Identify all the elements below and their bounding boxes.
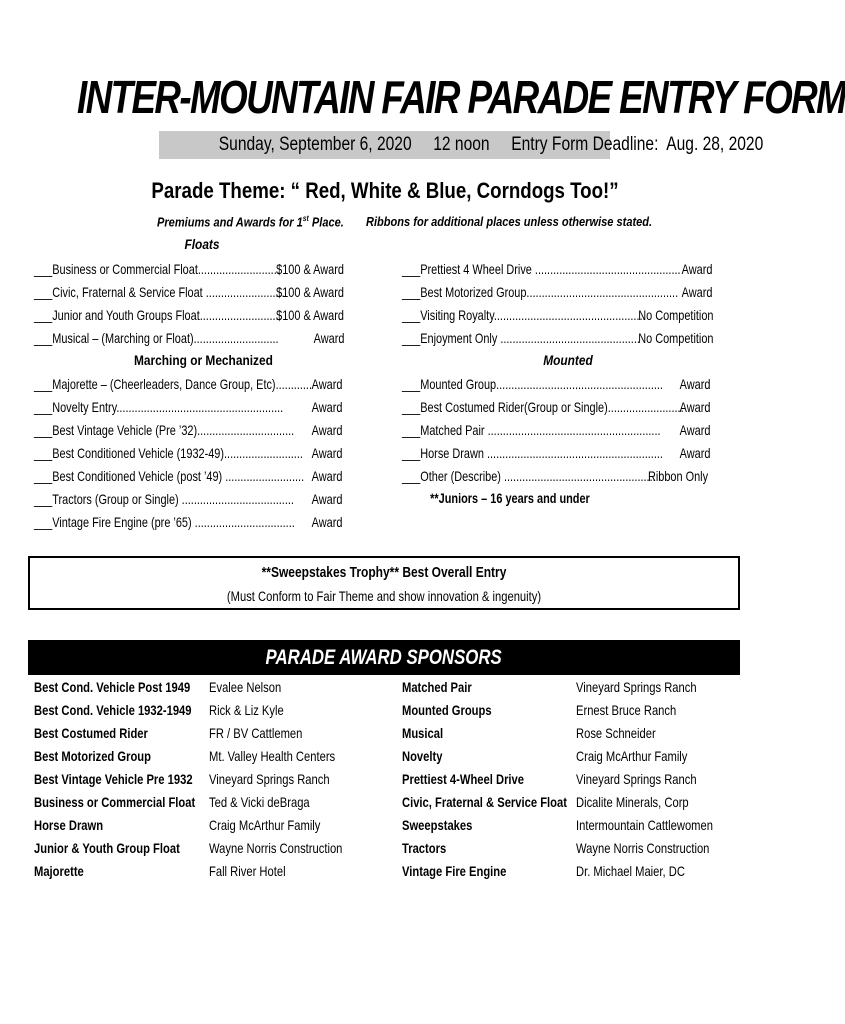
sponsor-award: Sweepstakes	[402, 817, 473, 833]
sweepstakes-box	[28, 556, 740, 610]
entry-prize: Award	[311, 445, 342, 461]
event-date-banner	[159, 131, 764, 159]
ribbons-header: Ribbons for additional places unless otherwise stated.	[366, 214, 653, 229]
entry-prize: Award	[311, 514, 342, 530]
entry-row[interactable]	[402, 258, 712, 280]
sponsor-award: Prettiest 4-Wheel Drive	[402, 771, 524, 787]
entry-row[interactable]	[402, 373, 710, 395]
sponsor-award: Civic, Fraternal & Service Float	[402, 794, 567, 810]
entry-row[interactable]	[34, 396, 342, 418]
sponsor-name: Rose Schneider	[576, 725, 656, 741]
entry-row[interactable]	[34, 258, 344, 280]
sponsor-award: Horse Drawn	[34, 817, 104, 833]
juniors-note: **Juniors – 16 years and under	[430, 490, 590, 506]
entry-row[interactable]	[402, 304, 713, 326]
entry-label: ___Vintage Fire Engine (pre ’65) .................................	[34, 514, 295, 530]
sponsor-name: Intermountain Cattlewomen	[576, 817, 713, 833]
entry-row[interactable]	[402, 281, 712, 303]
entry-row[interactable]	[34, 281, 344, 303]
entry-label: ___Tractors (Group or Single) .....................................	[34, 491, 294, 507]
entry-prize: Ribbon Only	[647, 468, 708, 484]
sponsor-award: Best Cond. Vehicle 1932-1949	[34, 702, 192, 718]
sponsor-award: Tractors	[402, 840, 447, 856]
sweepstakes-title: **Sweepstakes Trophy** Best Overall Entry	[261, 564, 507, 581]
entry-prize: Award	[311, 422, 342, 438]
entry-label: ___Other (Describe) ..................................................	[402, 468, 656, 484]
sponsor-award: Majorette	[34, 863, 84, 879]
entry-row[interactable]	[34, 488, 342, 510]
sponsor-name: Ernest Bruce Ranch	[576, 702, 677, 718]
sponsor-name: Craig McArthur Family	[209, 817, 321, 833]
sponsor-name: Vineyard Springs Ranch	[576, 679, 697, 695]
parade-theme: Parade Theme: “ Red, White & Blue, Corndogs Too!”	[151, 178, 619, 203]
sponsor-name: Vineyard Springs Ranch	[209, 771, 330, 787]
sponsor-name: Vineyard Springs Ranch	[576, 771, 697, 787]
entry-row[interactable]	[402, 419, 710, 441]
entry-row[interactable]	[34, 465, 342, 487]
sponsor-award: Matched Pair	[402, 679, 472, 695]
entry-row[interactable]	[34, 419, 342, 441]
entry-label: ___Musical – (Marching or Float)............................	[34, 330, 279, 346]
entry-row[interactable]	[402, 396, 710, 418]
sponsor-award: Musical	[402, 725, 444, 741]
sponsor-name: Dr. Michael Maier, DC	[576, 863, 685, 879]
floats-heading: Floats	[184, 236, 220, 252]
sponsor-name: FR / BV Cattlemen	[209, 725, 303, 741]
entry-label: ___Best Conditioned Vehicle (post ’49) ..........................	[34, 468, 305, 484]
entry-row[interactable]	[402, 442, 710, 464]
entry-row[interactable]	[34, 511, 342, 533]
entry-prize: Award	[681, 261, 712, 277]
entry-label: ___Junior and Youth Groups Float...........................	[34, 307, 282, 323]
entry-prize: Award	[311, 491, 342, 507]
sponsor-name: Fall River Hotel	[209, 863, 286, 879]
entry-label: ___Majorette – (Cheerleaders, Dance Group, Etc)............	[34, 376, 312, 392]
sponsor-award: Novelty	[402, 748, 443, 764]
sweepstakes-note: (Must Conform to Fair Theme and show innovation & ingenuity)	[226, 588, 542, 604]
sponsor-name: Craig McArthur Family	[576, 748, 688, 764]
entry-row[interactable]	[34, 373, 342, 395]
entry-prize: No Competition	[637, 330, 713, 346]
entry-label: ___Best Motorized Group..................................................	[402, 284, 679, 300]
entry-prize: $100 & Award	[276, 261, 344, 277]
entry-prize: Award	[313, 330, 344, 346]
entry-row[interactable]	[34, 442, 342, 464]
entry-prize: Award	[679, 376, 710, 392]
sponsor-award: Best Costumed Rider	[34, 725, 148, 741]
entry-label: ___Mounted Group.......................................................	[402, 376, 663, 392]
sponsors-heading: PARADE AWARD SPONSORS	[265, 646, 503, 669]
entry-label: ___Horse Drawn ..........................................................	[402, 445, 663, 461]
entry-label: ___Matched Pair .........................................................	[402, 422, 661, 438]
entry-prize: Award	[679, 399, 710, 415]
sponsor-award: Best Vintage Vehicle Pre 1932	[34, 771, 193, 787]
sponsor-name: Dicalite Minerals, Corp	[576, 794, 689, 810]
sponsor-name: Evalee Nelson	[209, 679, 282, 695]
entry-prize: No Competition	[637, 307, 713, 323]
sponsor-award: Vintage Fire Engine	[402, 863, 507, 879]
entry-row[interactable]	[402, 327, 713, 349]
entry-row[interactable]	[34, 304, 344, 326]
marching-heading: Marching or Mechanized	[134, 352, 273, 368]
sponsor-award: Mounted Groups	[402, 702, 492, 718]
sponsor-name: Wayne Norris Construction	[576, 840, 710, 856]
event-date-text: Sunday, September 6, 2020 12 noon Entry Form Deadline: Aug. 28, 2020	[218, 134, 764, 155]
entry-prize: $100 & Award	[276, 307, 344, 323]
entry-prize: Award	[679, 422, 710, 438]
entry-label: ___Prettiest 4 Wheel Drive ................................................	[402, 261, 681, 277]
sponsor-award: Best Motorized Group	[34, 748, 151, 764]
sponsor-award: Best Cond. Vehicle Post 1949	[34, 679, 191, 695]
sponsors-heading-bar	[28, 640, 740, 675]
entry-label: ___Best Vintage Vehicle (Pre ’32)................................	[34, 422, 295, 438]
sponsor-name: Rick & Liz Kyle	[209, 702, 284, 718]
entry-prize: Award	[679, 445, 710, 461]
entry-label: ___Best Conditioned Vehicle (1932-49)..........................	[34, 445, 303, 461]
entry-row[interactable]	[34, 327, 344, 349]
premiums-header	[157, 214, 344, 229]
premiums-header-text: Premiums and Awards for 1	[157, 214, 303, 230]
sponsor-name: Mt. Valley Health Centers	[209, 748, 336, 764]
entry-label: ___Enjoyment Only ..............................................	[402, 330, 640, 346]
entry-prize: Award	[311, 468, 342, 484]
entry-label: ___Novelty Entry.......................................................	[34, 399, 284, 415]
sponsor-award: Junior & Youth Group Float	[34, 840, 180, 856]
entry-label: ___Best Costumed Rider(Group or Single).........................	[402, 399, 684, 415]
entry-prize: Award	[311, 399, 342, 415]
entry-prize: Award	[311, 376, 342, 392]
form-title: INTER-MOUNTAIN FAIR PARADE ENTRY FORM	[77, 71, 845, 123]
mounted-heading: Mounted	[543, 352, 593, 368]
sponsor-name: Wayne Norris Construction	[209, 840, 343, 856]
entry-prize: Award	[681, 284, 712, 300]
entry-label: ___Business or Commercial Float...........................	[34, 261, 280, 277]
entry-label: ___Visiting Royalty..................................................	[402, 307, 646, 323]
sponsor-name: Ted & Vicki deBraga	[209, 794, 310, 810]
entry-row[interactable]	[402, 465, 708, 487]
entry-label: ___Civic, Fraternal & Service Float ..........................	[34, 284, 285, 300]
entry-prize: $100 & Award	[276, 284, 344, 300]
premiums-header-sup: st	[302, 214, 309, 223]
premiums-header-tail: Place.	[308, 214, 344, 230]
sponsor-award: Business or Commercial Float	[34, 794, 196, 810]
